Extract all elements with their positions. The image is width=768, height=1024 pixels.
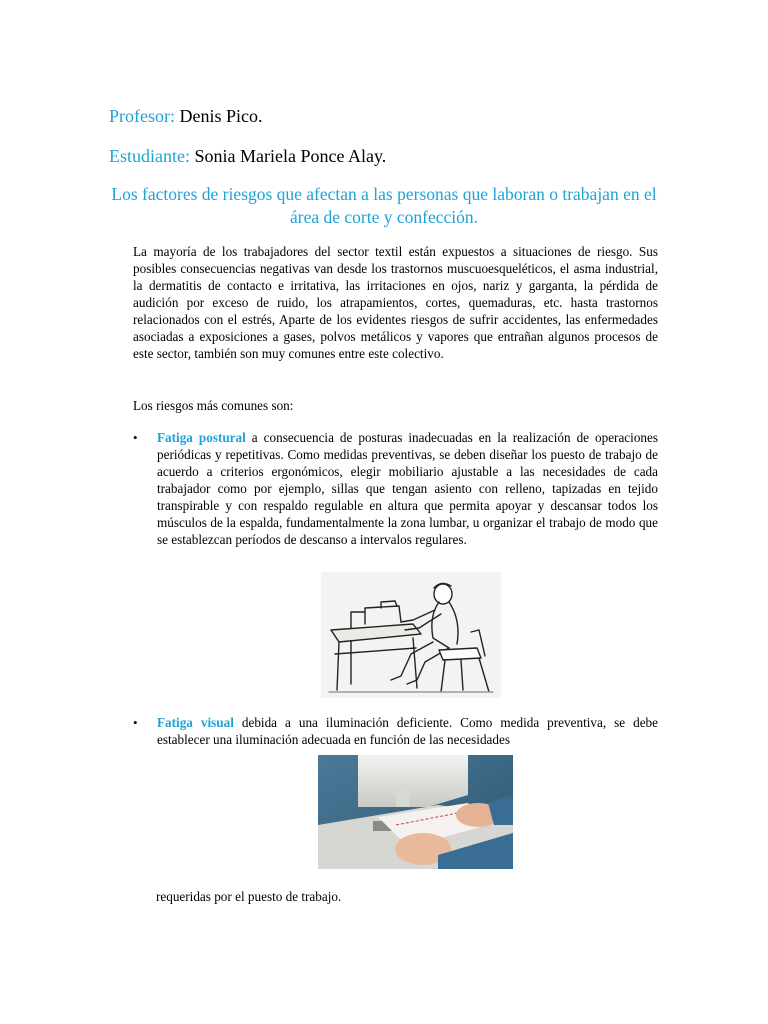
risk-term: Fatiga visual [157,715,234,730]
profesor-label: Profesor: [109,106,175,126]
list-item-text [157,714,658,748]
sewing-machine-photo [318,755,513,869]
estudiante-line [109,145,386,167]
closing-line: requeridas por el puesto de trabajo. [156,889,342,904]
list-item-fatiga-visual [133,714,658,748]
estudiante-label: Estudiante: [109,146,190,166]
sewing-posture-drawing [321,572,501,698]
list-item-text [157,429,658,548]
risk-description: a consecuencia de posturas inadecuadas en la realización de operaciones periódicas y repetitivas. Como medidas preventivas, se deben diseñar los puesto de trabajo de acuerdo a criterios ergonómicos, elegir mobiliario ajustable a las necesidades de cada trabajador como por ejemplo, sillas que tengan asiento con relleno, tapizadas en tejido transpirable y con respaldo regulable en altura que permita apoyar y descansar todos los músculos de la espalda, fundamentalmente la zona lumbar, u organizar el trabajo de modo que se establezcan períodos de descanso a intervalos regulares. [157,430,658,547]
profesor-line [109,105,263,127]
estudiante-name: Sonia Mariela Ponce Alay. [194,146,387,166]
risk-term: Fatiga postural [157,430,246,445]
document-title: Los factores de riesgos que afectan a las personas que laboran o trabajan en el área de corte y confección. [111,184,657,227]
sewing-closeup-image [318,755,513,869]
bullet-icon: • [133,430,138,445]
sewing-posture-illustration [321,572,501,698]
intro-paragraph [133,243,658,362]
risks-intro: Los riesgos más comunes son: [133,398,294,413]
risk-description: debida a una iluminación deficiente. Como medida preventiva, se debe establecer una iluminación adecuada en función de las necesidades [157,715,658,747]
bullet-icon: • [133,715,138,730]
profesor-name: Denis Pico. [179,106,263,126]
intro-paragraph-text: La mayoría de los trabajadores del sector textil están expuestos a situaciones de riesgo. Sus posibles consecuencias negativas van desde los trastornos muscuoesqueléticos, el asma industrial, la dermatitis de contacto e irritativa, las irritaciones en ojos, nariz y garganta, la pérdida de audición por exceso de ruido, los atrapamientos, cortes, quemaduras, etc. hasta trastornos relacionados con el estrés, Aparte de los evidentes riesgos de sufrir accidentes, las enfermedades asociadas a exposiciones a gases, polvos metálicos y vapores que entrañan algunos procesos de este sector, también son muy comunes entre este colectivo. [133,244,658,361]
list-item-fatiga-postural [133,429,658,548]
